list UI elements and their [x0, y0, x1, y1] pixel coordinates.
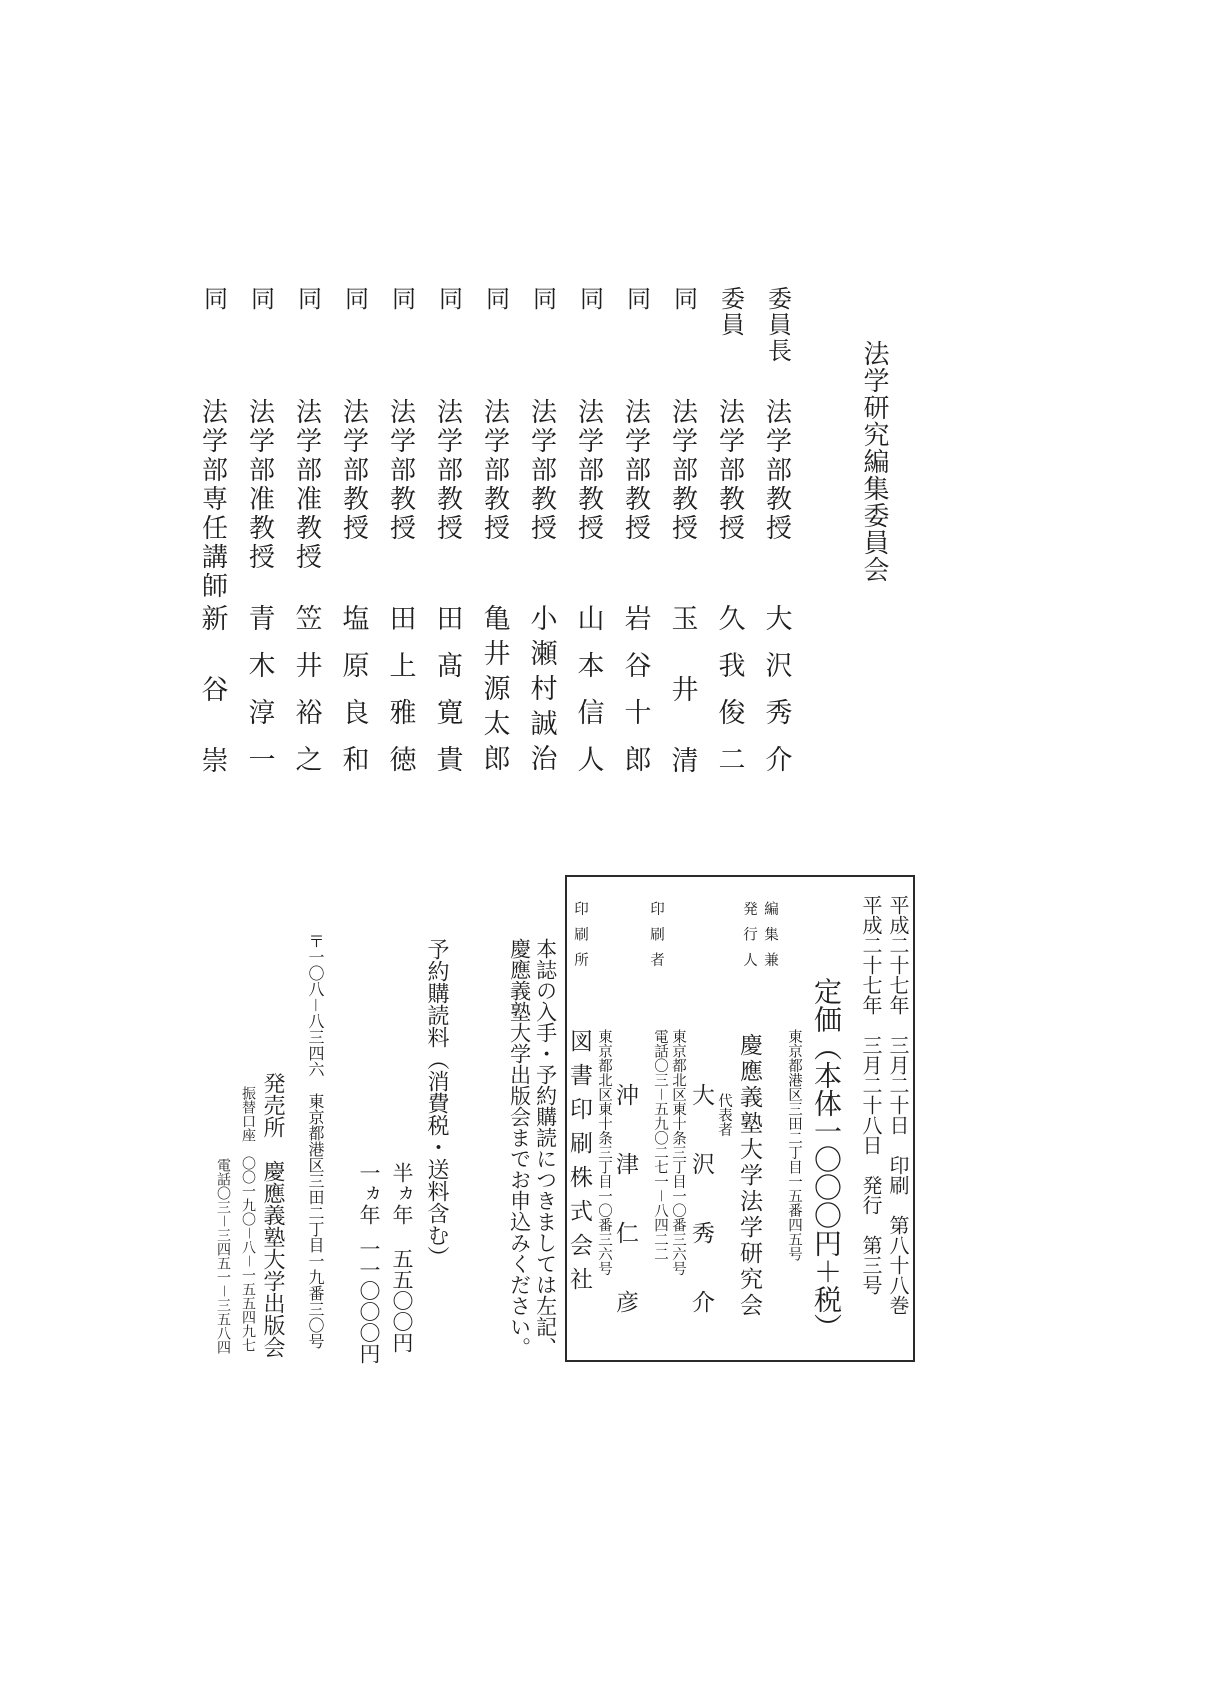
committee-member: [573, 286, 604, 792]
committee-title: 法学研究編集委員会: [860, 340, 889, 583]
printer-label: 印刷者: [648, 901, 664, 978]
member-role: 同: [575, 286, 602, 312]
member-role: 同: [293, 286, 320, 312]
half-year-price: 五五〇〇円: [390, 1248, 414, 1353]
committee-member: [667, 286, 698, 817]
committee-member: [432, 286, 463, 792]
member-role: 同: [387, 286, 414, 312]
member-role: 同: [481, 286, 508, 312]
committee-member: [761, 286, 792, 792]
committee-member: [527, 286, 557, 786]
committee-member: [480, 286, 510, 786]
member-position: 法学部教授: [715, 398, 745, 543]
committee-member: [244, 286, 275, 792]
committee-member: [291, 286, 322, 792]
printer-address: 東京都北区東十条三丁目一〇番三六号: [670, 1029, 686, 1276]
subscription-notice-line-1: 本誌の入手・予約購読につきましては左記、: [533, 938, 558, 1358]
member-role: 同: [199, 286, 226, 312]
print-date-line: 平成二十七年 三月二十日 印刷 第八十八巻: [886, 895, 908, 1315]
member-name: 大沢秀介: [761, 604, 792, 792]
distributor-phone: 電話〇三－三四五一－三五八四: [215, 1158, 230, 1354]
editorial-committee-section: [183, 286, 893, 817]
member-role: 委員: [716, 286, 743, 338]
member-name: 田髙寛貴: [432, 604, 463, 792]
colophon-box: [565, 875, 915, 1362]
publisher-label-2: 発行人: [741, 901, 757, 978]
member-name: 笠井裕之: [291, 604, 322, 792]
half-year-label: 半ヵ年: [390, 1162, 414, 1225]
full-year-price: 一一〇〇〇円: [357, 1238, 381, 1364]
member-name: 久我俊二: [714, 604, 745, 792]
member-name: 玉井清: [667, 604, 698, 817]
subscription-fee-heading: 予約購読料（消費税・送料含む）: [425, 938, 450, 1268]
member-name: 小瀬村誠治: [526, 604, 557, 779]
representative-label: 代表者: [716, 1093, 732, 1137]
committee-member: [714, 286, 745, 792]
print-company-label: 印刷所: [572, 901, 588, 978]
member-position: 法学部教授: [433, 398, 463, 543]
member-name: 岩谷十郎: [620, 604, 651, 792]
member-role: 同: [340, 286, 367, 312]
member-role: 同: [528, 286, 555, 312]
committee-member: [338, 286, 369, 792]
member-name: 新谷崇: [197, 604, 228, 817]
full-year-label: 一ヵ年: [357, 1162, 381, 1225]
publisher-label-1: 編集兼: [762, 901, 778, 978]
member-role: 同: [434, 286, 461, 312]
print-company-address: 東京都北区東十条三丁目一〇番三六号: [596, 1029, 612, 1276]
member-position: 法学部専任講師: [198, 398, 228, 601]
member-position: 法学部教授: [621, 398, 651, 543]
printer-name: 沖津仁彦: [613, 1083, 638, 1359]
price-line: 定価（本体一〇〇〇円＋税）: [810, 977, 841, 1341]
publisher-name: 慶應義塾大学法学研究会: [737, 1033, 762, 1319]
distributor-postal-address: 〒一〇八－八三四六 東京都港区三田二丁目一九番三〇号: [306, 933, 323, 1350]
issue-date-line: 平成二十七年 三月二十八日 発行 第三号: [859, 895, 881, 1295]
committee-member: [197, 286, 228, 817]
member-role: 同: [622, 286, 649, 312]
printer-phone: 電話〇三－五九〇二七一－八四二二: [652, 1029, 668, 1261]
committee-member: [385, 286, 416, 792]
member-position: 法学部教授: [668, 398, 698, 543]
print-company-name: 図書印刷株式会社: [567, 1029, 592, 1301]
member-name: 山本信人: [573, 604, 604, 792]
member-role: 委員長: [763, 286, 790, 364]
subscription-notice-line-2: 慶應義塾大学出版会までお申込みください。: [507, 938, 532, 1358]
member-position: 法学部教授: [480, 398, 510, 543]
distributor-name: 発売所 慶應義塾大学出版会: [261, 1072, 286, 1358]
member-position: 法学部准教授: [292, 398, 322, 572]
member-position: 法学部教授: [574, 398, 604, 543]
member-role: 同: [669, 286, 696, 312]
member-role: 同: [246, 286, 273, 312]
publisher-address: 東京都港区三田二丁目一五番四五号: [786, 1029, 802, 1261]
member-position: 法学部教授: [386, 398, 416, 543]
member-position: 法学部准教授: [245, 398, 275, 572]
transfer-account: 振替口座 〇〇一九〇－八－一五五四九七: [240, 1086, 255, 1352]
member-position: 法学部教授: [527, 398, 557, 543]
member-name: 田上雅徳: [385, 604, 416, 792]
member-position: 法学部教授: [339, 398, 369, 543]
member-name: 青木淳一: [244, 604, 275, 792]
representative-name: 大沢秀介: [689, 1083, 714, 1359]
member-name: 亀井源太郎: [479, 604, 510, 779]
member-name: 塩原良和: [338, 604, 369, 792]
member-position: 法学部教授: [762, 398, 792, 543]
committee-member: [620, 286, 651, 792]
